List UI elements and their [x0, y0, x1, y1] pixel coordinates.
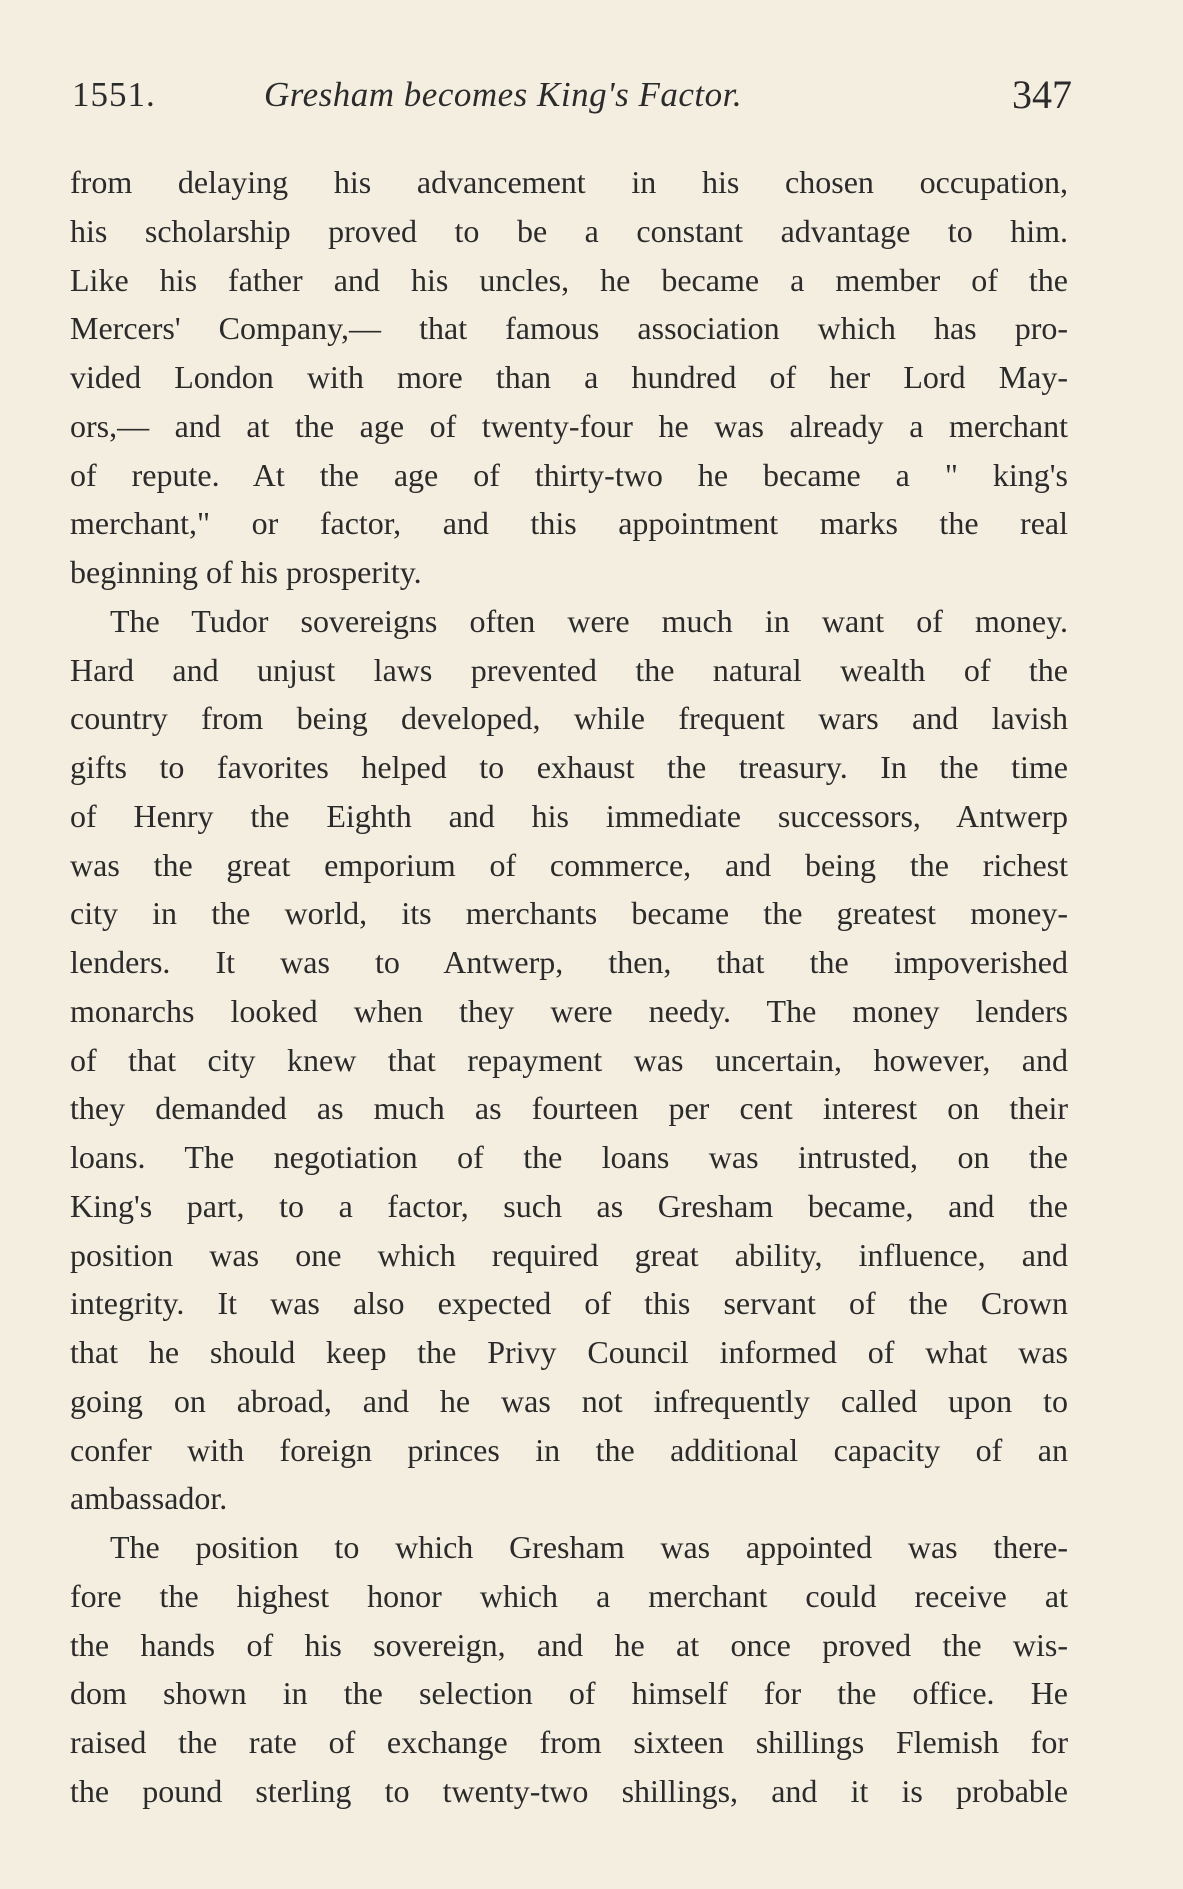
text-line: raised the rate of exchange from sixteen shillings Flemish for: [70, 1724, 1068, 1760]
text-line: Hard and unjust laws prevented the natural wealth of the: [70, 651, 1068, 688]
text-line: ors,— and at the age of twenty-four he was already a merchant: [70, 407, 1068, 444]
text-line: Mercers' Company,— that famous association which has pro-: [70, 310, 1068, 347]
text-line: from delaying his advancement in his chosen occupation,: [70, 164, 1068, 200]
text-line: loans. The negotiation of the loans was intrusted, on the: [70, 1139, 1068, 1175]
text-line: Like his father and his uncles, he became a member of the: [70, 261, 1068, 298]
text-line: that he should keep the Privy Council informed of what was: [70, 1334, 1068, 1370]
text-line: confer with foreign princes in the additional capacity of an: [70, 1431, 1068, 1468]
text-line: gifts to favorites helped to exhaust the treasury. In the time: [70, 749, 1068, 785]
text-line: fore the highest honor which a merchant could receive at: [70, 1577, 1068, 1614]
text-line: country from being developed, while frequent wars and lavish: [70, 700, 1068, 737]
text-line: of Henry the Eighth and his immediate successors, Antwerp: [70, 797, 1068, 834]
text-line: of repute. At the age of thirty-two he became a " king's: [70, 456, 1068, 493]
text-line: city in the world, its merchants became the greatest money-: [70, 895, 1068, 932]
text-line: merchant," or factor, and this appointment marks the real: [70, 505, 1068, 542]
body-text: [70, 158, 1068, 1816]
text-line: lenders. It was to Antwerp, then, that the impoverished: [70, 944, 1068, 980]
text-line: vided London with more than a hundred of her Lord May-: [70, 359, 1068, 395]
text-line: the hands of his sovereign, and he at once proved the wis-: [70, 1626, 1068, 1663]
running-head-year: 1551.: [72, 75, 156, 114]
text-line: going on abroad, and he was not infrequently called upon to: [70, 1382, 1068, 1419]
text-line: of that city knew that repayment was uncertain, however, and: [70, 1041, 1068, 1078]
paragraph-end-line: ambassador.: [70, 1480, 228, 1517]
running-head-title: Gresham becomes King's Factor.: [264, 75, 743, 114]
paragraph-first-line: The Tudor sovereigns often were much in want of money.: [110, 602, 1068, 639]
text-line: position was one which required great ability, influence, and: [70, 1236, 1068, 1273]
text-line: King's part, to a factor, such as Gresham became, and the: [70, 1187, 1068, 1224]
text-line: monarchs looked when they were needy. The money lenders: [70, 992, 1068, 1029]
text-line: they demanded as much as fourteen per cent interest on their: [70, 1090, 1068, 1127]
page-number: 347: [1012, 72, 1072, 117]
paragraph-first-line: The position to which Gresham was appointed was there-: [110, 1529, 1068, 1565]
text-line: integrity. It was also expected of this servant of the Crown: [70, 1285, 1068, 1322]
text-line: his scholarship proved to be a constant advantage to him.: [70, 212, 1068, 249]
paragraph-end-line: beginning of his prosperity.: [70, 554, 422, 590]
text-line: the pound sterling to twenty-two shillings, and it is probable: [70, 1772, 1068, 1809]
text-line: was the great emporium of commerce, and being the richest: [70, 846, 1068, 883]
running-head: [72, 70, 1072, 120]
text-line: dom shown in the selection of himself for the office. He: [70, 1675, 1068, 1712]
